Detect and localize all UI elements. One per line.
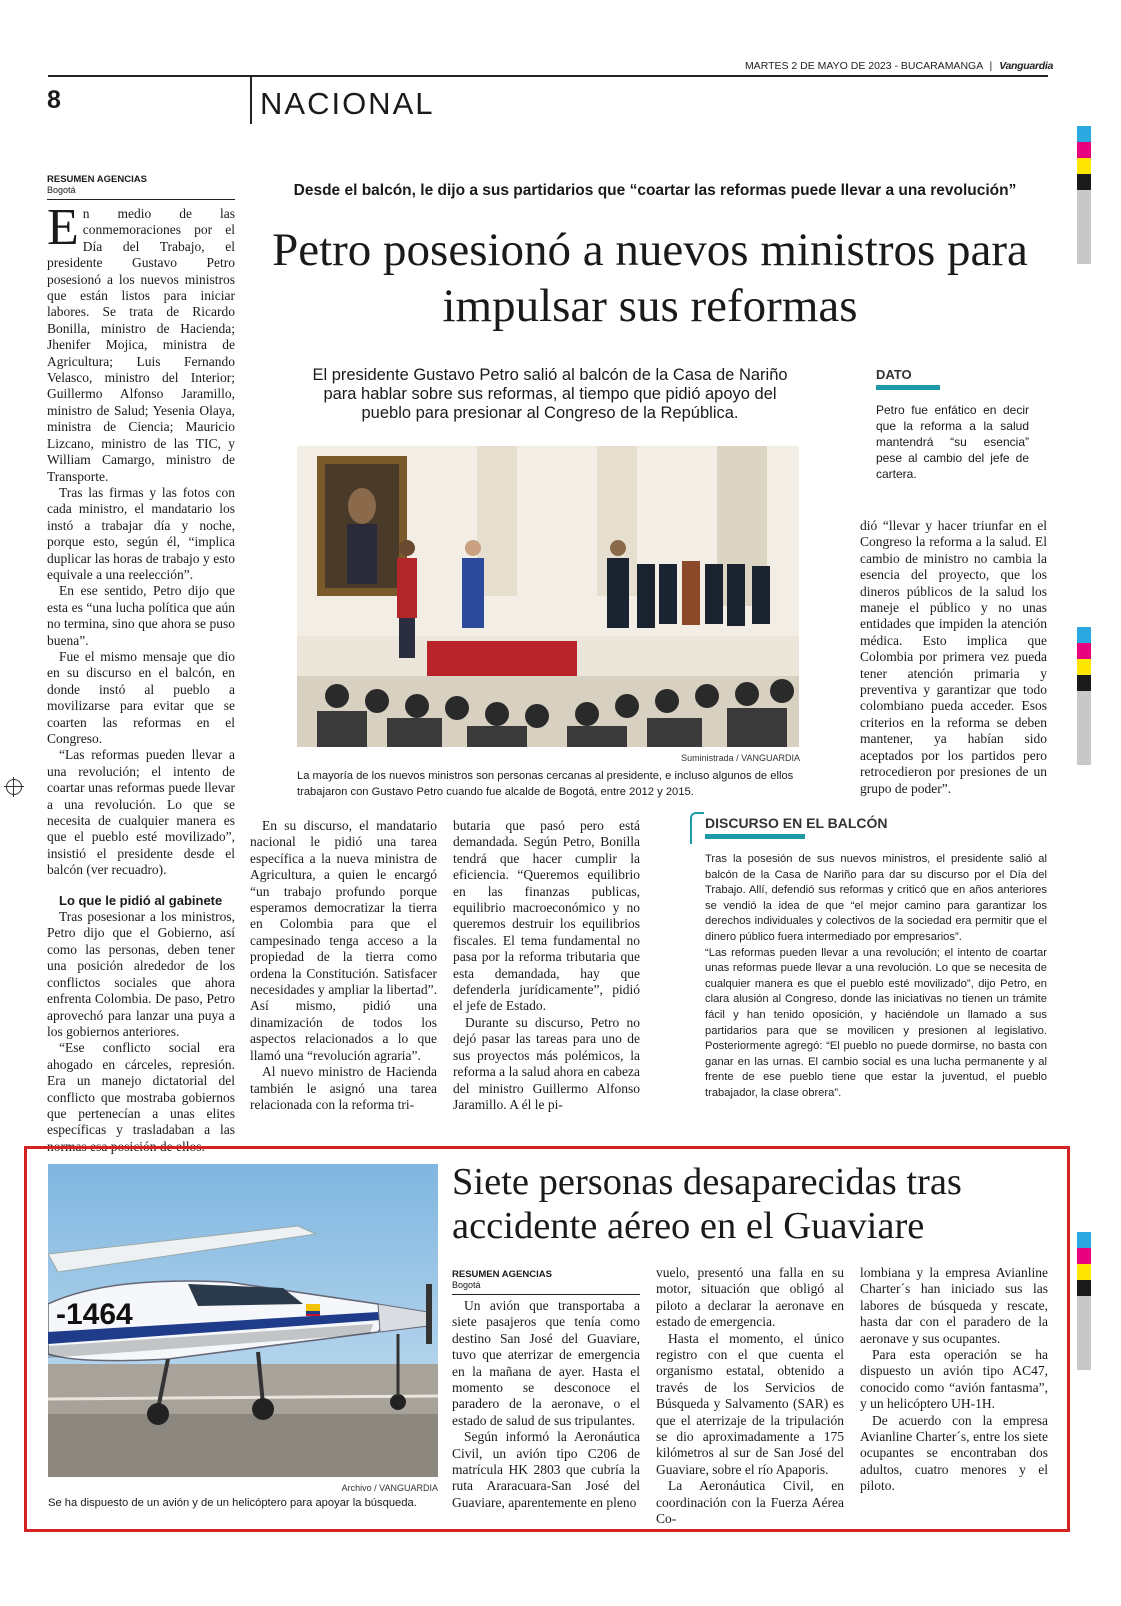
subheading: Lo que le pidió al gabinete — [59, 892, 223, 908]
header-date-location: MARTES 2 DE MAYO DE 2023 - BUCARAMANGA | Vanguardia — [744, 60, 1053, 72]
plane-registration-text: -1464 — [56, 1298, 133, 1331]
main-column-4 — [860, 518, 1047, 797]
second-column-1 — [452, 1298, 640, 1511]
paragraph: En ese sentido, Petro dijo que esta es “una lucha política que aún no termina, sino que ahora se puso buena”. — [47, 583, 235, 648]
second-column-2 — [656, 1265, 844, 1528]
paragraph: De acuerdo con la empresa Avianline Charter´s, entre los siete ocupantes se encontraban dos adultos, cuatro menores y el piloto. — [860, 1412, 1048, 1494]
byline-city: Bogotá — [452, 1280, 481, 1290]
byline-agency: RESUMEN AGENCIAS — [47, 174, 147, 185]
main-column-1 — [47, 199, 235, 1155]
kicker: Desde el balcón, le dijo a sus partidarios que “coartar las reformas puede llevar a una revolución” — [293, 182, 1017, 199]
plane-illustration — [48, 1164, 438, 1477]
second-headline: Siete personas desaparecidas tras accidente aéreo en el Guaviare — [452, 1161, 962, 1247]
paragraph: Tras posesionar a los ministros, Petro dijo que el Gobierno, así como las personas, deben tener una posición alrededor de los conflictos sociales que ahora enfrenta Colombia. De paso, Petro aprovechó para lanzar una puya a los gobiernos anteriores. — [47, 909, 235, 1039]
date-location-text: MARTES 2 DE MAYO DE 2023 - BUCARAMANGA — [744, 60, 983, 72]
paragraph: lombiana y la empresa Avianline Charter´s han iniciado sus las labores de búsqueda y rescate, hasta dar con el paradero de la aeronave y sus ocupantes. — [860, 1265, 1048, 1346]
section-divider — [250, 76, 252, 124]
header-rule — [48, 75, 1048, 77]
paragraph: La Aeronáutica Civil, en coordinación con la Fuerza Aérea Co- — [656, 1478, 844, 1527]
box-paragraph: “Las reformas pueden llevar a una revolución; el intento de coartar unas reformas puede llevar a una revolución. Lo que se necesita de cualquier manera es que el pueblo esté movilizado”, dijo Petro, en clara alusión al Congreso, donde las iniciativas no tienen un trámite fácil y han tenido oposición, y haciéndole un llamado a sus partidarios para que se movilicen y presionen al legislativo. Posteriormente agregó: “El pueblo no puede dormirse, no basta con ganar en las urnas. El cambio social es una lucha permanente y al frente de ese pueblo tiene que estar la juventud, el pueblo trabajador, la clase obrera”. — [705, 946, 1047, 1099]
dato-text: Petro fue enfático en decir que la reforma a la salud mantendrá “su esencia” pese al cambio del jefe de cartera. — [876, 403, 1029, 481]
paragraph: Al nuevo ministro de Hacienda también le asignó una tarea relacionada con la reforma tri- — [250, 1064, 437, 1112]
paragraph: Durante su discurso, Petro no dejó pasar las tareas para uno de sus proyectos más polémicos, la reforma a la salud ahora en cabeza del ministro Guillermo Alfonso Jaramillo. A él le pi- — [453, 1014, 640, 1112]
paragraph: Según informó la Aeronáutica Civil, un avión tipo C206 de matrícula HK 2803 que cubría la ruta Araracuara-San José del Guaviare, aparentemente en pleno — [452, 1429, 640, 1510]
paragraph: n medio de las conmemoraciones por el Día del Trabajo, el presidente Gustavo Petro posesionó a los nuevos ministros que están listos para iniciar labores. Se trata de Ricardo Bonilla, ministro de Hacienda; Jhenifer Mojica, ministra de Agricultura; Luis Fernando Velasco, ministro del Interior; Guillermo Alfonso Jaramillo, ministro de Salud; Yesenia Olaya, ministra de Ciencia; Mauricio Lizcano, ministro de las TIC, y William Camargo, ministro de Transporte. — [47, 206, 235, 484]
second-column-3 — [860, 1265, 1048, 1495]
color-swatch-strip-middle — [1077, 627, 1091, 765]
box-body — [705, 852, 1047, 1102]
paragraph: Para esta operación se ha dispuesto un avión tipo AC47, conocido como “avión fantasma”, y un helicóptero UH-1H. — [860, 1347, 1048, 1412]
registration-mark-icon — [6, 779, 22, 795]
dato-label: DATO — [876, 367, 912, 382]
box-paragraph: Tras la posesión de sus nuevos ministros, el presidente salió al balcón de la Casa de Nariño para dar su discurso por el Día del Trabajo. Allí, defendió sus reformas y criticó que en años anteriores se vendió la idea de que “el mejor camino para garantizar los derechos individuales y colectivos de la sociedad era permitir que el dinero público fuera intermediado por empresarios”. — [705, 853, 1047, 943]
main-column-2 — [250, 818, 437, 1113]
paragraph: vuelo, presentó una falla en su motor, situación que obligó al piloto a declarar la aeronave en estado de emergencia. — [656, 1265, 844, 1330]
paragraph: butaria que pasó pero está demandada. Según Petro, Bonilla tendrá que hacer cumplir la eficiencia. “Queremos equilibrio en las finanzas publicas, equilibrio macroeconómico y no queremos destruir los equilibrios fiscales. El tema fundamental no pasa por la reforma tributaria que esta demandada, hay que defenderla jurídicamente”, pidió el jefe de Estado. — [453, 818, 640, 1014]
ceremony-photo — [297, 446, 799, 747]
paragraph: Hasta el momento, el único registro con el que cuenta el organismo estatal, obtenido a través de los Servicios de Búsqueda y Salvamento (SAR) es que el aterrizaje de la tripulación se dio aproximadamente a 175 kilómetros al sur de San José del Guaviare, sobre el río Apaporis. — [656, 1330, 844, 1477]
paragraph: Tras las firmas y las fotos con cada ministro, el mandatario los instó a trabajar día y noche, porque esto, según él, “implica duplicar las horas de trabajo y esto equivale a una reelección”. — [47, 484, 235, 582]
box-bracket — [690, 812, 704, 844]
paragraph: “Las reformas pueden llevar a una revolución; el intento de coartar unas reformas puede llevar a una revolución. Lo que se necesita de cualquier manera es que el pueblo esté movilizado”, insistió el presidente desde el balcón (ver recuadro). — [47, 747, 235, 878]
color-swatch-strip-bottom — [1077, 1232, 1091, 1370]
dato-accent-rule — [876, 385, 940, 390]
paragraph: Un avión que transportaba a siete pasajeros que tenía como destino San José del Guaviare, tuvo que aterrizar de emergencia en la mañana de ayer. Hasta el momento se desconoce el paradero de la aeronave, o el estado de salud de sus tripulantes. — [452, 1298, 640, 1428]
main-byline — [47, 175, 235, 200]
main-column-3 — [453, 818, 640, 1113]
plane-photo — [48, 1164, 438, 1477]
ceremony-illustration — [297, 446, 799, 747]
photo-caption: La mayoría de los nuevos ministros son personas cercanas al presidente, e incluso algunos de ellos trabajaron con Gustavo Petro cuando fue alcalde de Bogotá, entre 2012 y 2015. — [297, 770, 794, 798]
byline-city: Bogotá — [47, 185, 76, 195]
color-swatch-strip-top — [1077, 126, 1091, 264]
photo-caption: Se ha dispuesto de un avión y de un helicóptero para apoyar la búsqueda. — [48, 1497, 417, 1509]
photo-credit: Archivo / VANGUARDIA — [341, 1483, 438, 1493]
section-title: NACIONAL — [260, 86, 435, 121]
box-title: DISCURSO EN EL BALCÓN — [705, 815, 888, 831]
photo-credit: Suministrada / VANGUARDIA — [681, 753, 800, 763]
paragraph: “Ese conflicto social era ahogado en cárceles, represión. Era un manejo dictatorial del conflicto que mostraba gobiernos que pertenecían a unas elites específicas y trasladaban a las normas esa posición de ellos. — [47, 1040, 235, 1154]
deck-summary: El presidente Gustavo Petro salió al balcón de la Casa de Nariño para hablar sobre sus reformas, al tiempo que pidió apoyo del pueblo para presionar al Congreso de la República. — [312, 366, 788, 422]
second-byline — [452, 1270, 640, 1295]
page-number: 8 — [47, 86, 61, 114]
box-accent-rule — [705, 834, 805, 839]
paragraph: En su discurso, el mandatario nacional le pidió una tarea específica a la nueva ministra de Agricultura, a quien le encargó “un trabajo profundo porque esperamos democratizar la tierra en Colombia para que el campesinado tenga acceso a la propiedad de la tierra como ordena la Constitución. Satisfacer necesidades y ampliar la libertad”. Así mismo, pidió una dinamización de todos los aspectos relacionados a lo que llamó una “revolución agraria”. — [250, 818, 437, 1063]
brand-logo: Vanguardia — [999, 60, 1053, 72]
paragraph: Fue el mismo mensaje que dio en su discurso en el balcón, en donde instó al pueblo a movilizarse para evitar que se coarten las reformas en el Congreso. — [47, 648, 235, 746]
paragraph: dió “llevar y hacer triunfar en el Congreso la reforma a la salud. El cambio de ministro no cambia la esencia del proyecto, que los dineros públicos de la salud los maneje el público y no unas entidades que impiden la atención médica. Esto implica que Colombia por primera vez pueda tener atención primaria y preventiva y garantizar que todo colombiano pueda acceder. Esos criterios en la reforma se deben mantener, ya habían sido aceptados por los partidos pero retrocedieron por presiones de un grupo de poder”. — [860, 518, 1047, 796]
byline-agency: RESUMEN AGENCIAS — [452, 1269, 552, 1280]
main-headline: Petro posesionó a nuevos ministros para impulsar sus reformas — [272, 224, 1028, 332]
drop-cap: E — [47, 199, 79, 256]
